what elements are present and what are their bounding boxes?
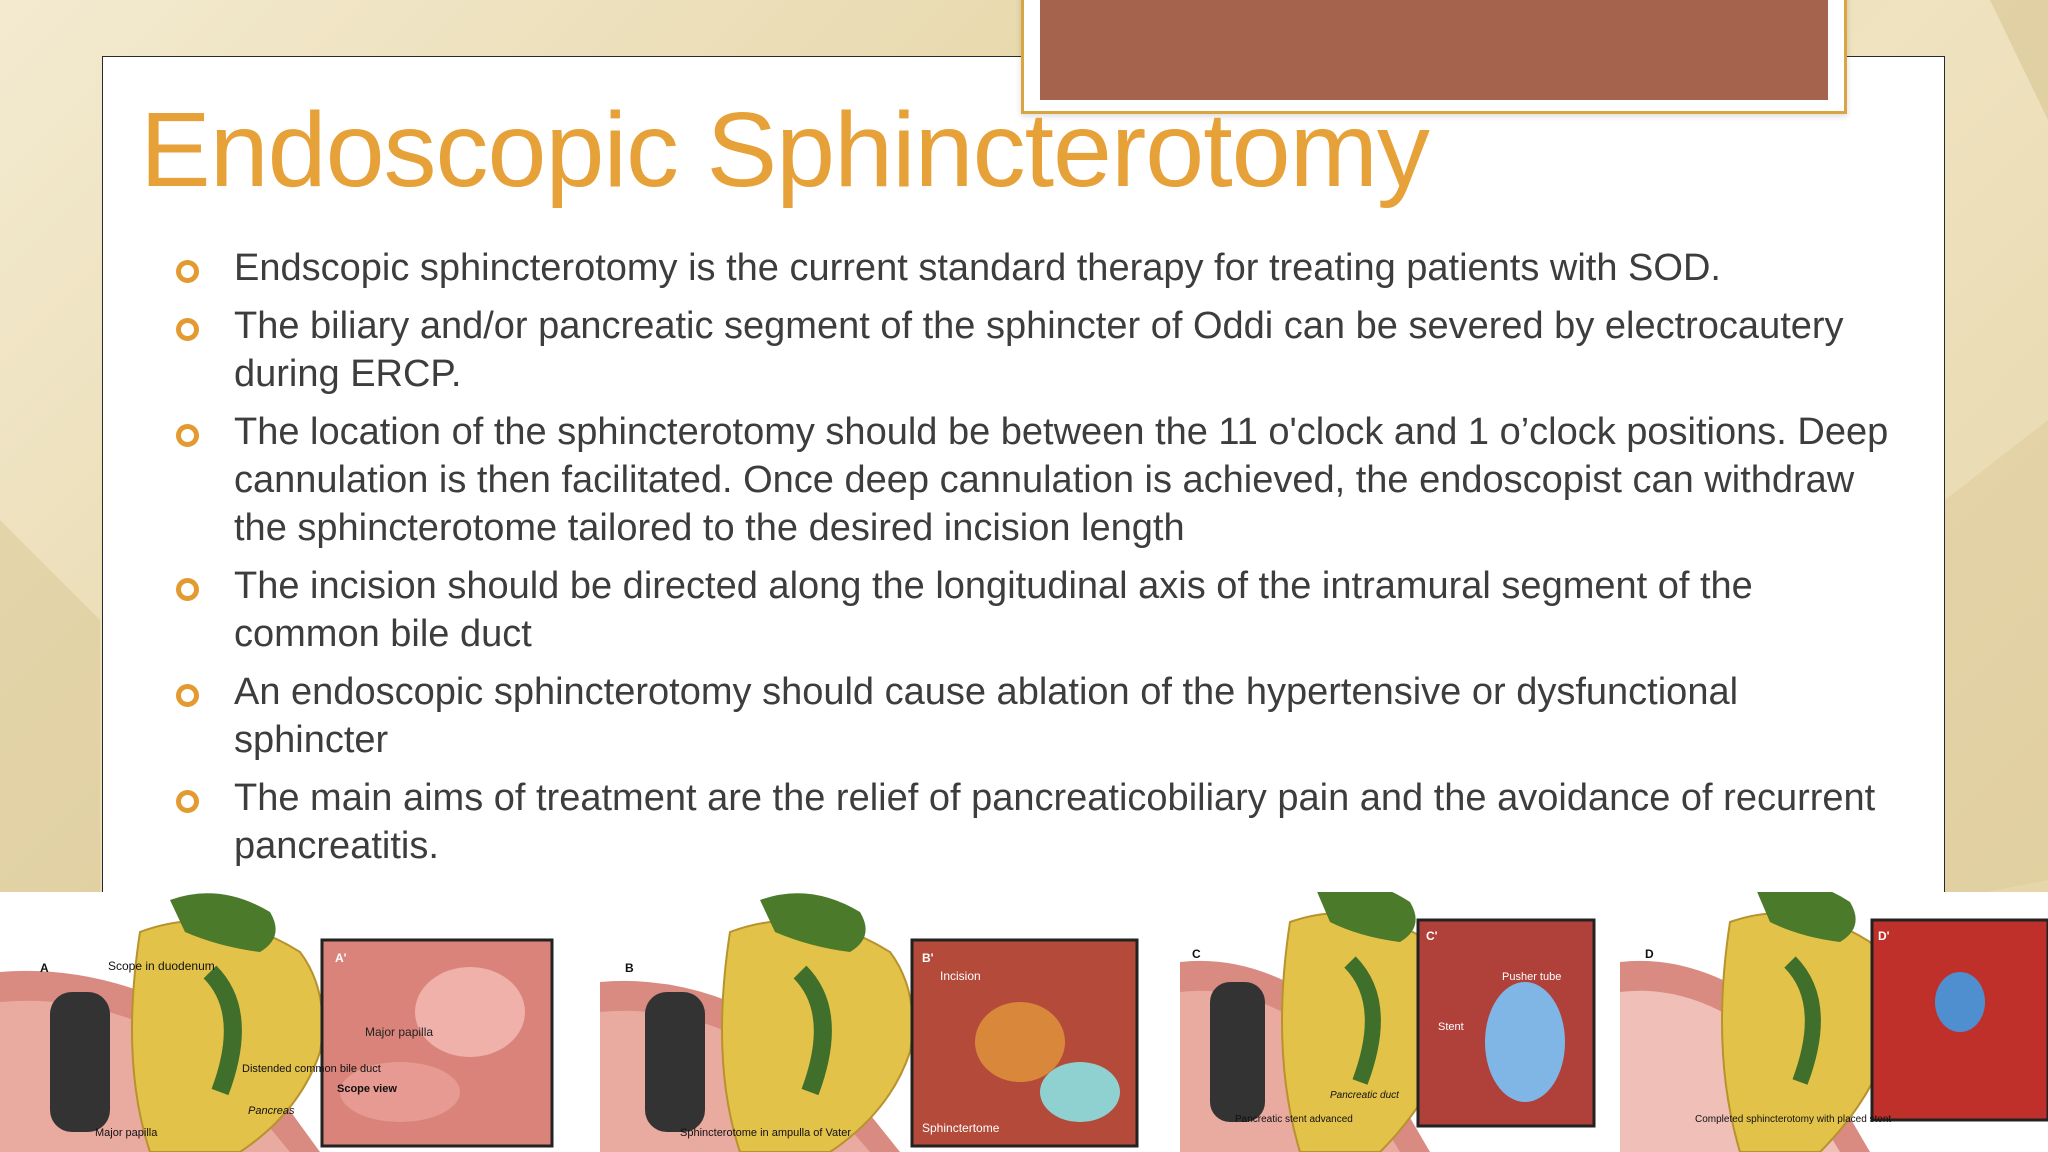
figure-a-label-5: Major papilla bbox=[95, 1127, 158, 1139]
bullet-marker-icon bbox=[176, 684, 199, 707]
figure-c-label-4: Pancreatic stent advanced bbox=[1235, 1114, 1353, 1125]
bullet-text-line: during ERCP. bbox=[234, 353, 462, 395]
figure-b-label-1: Incision bbox=[940, 969, 981, 983]
bullet-text-line: common bile duct bbox=[234, 613, 532, 655]
figure-b-label-3: Sphincterotome in ampulla of Vater bbox=[680, 1127, 851, 1139]
figure-panel-a bbox=[0, 892, 560, 1152]
figure-panel-d bbox=[1620, 892, 2048, 1152]
figure-d-letter: D bbox=[1645, 947, 1654, 961]
figure-panel-b bbox=[600, 892, 1145, 1152]
figure-d-inset-letter: D' bbox=[1878, 929, 1890, 943]
figure-d-label-1: Completed sphincterotomy with placed stent bbox=[1695, 1114, 1892, 1125]
slide-title: Endoscopic Sphincterotomy bbox=[140, 91, 1429, 209]
bullet-marker-icon bbox=[176, 260, 199, 283]
figure-a-label-4: Pancreas bbox=[248, 1105, 295, 1117]
bullet-text-line: The main aims of treatment are the relief of pancreaticobiliary pain and the avoidance of recurrent bbox=[234, 777, 1876, 819]
figure-a-label-1: Scope in duodenum bbox=[108, 959, 215, 973]
figure-b-label-2: Sphinctertome bbox=[922, 1121, 1000, 1135]
figure-a-letter: A bbox=[40, 961, 49, 975]
figure-c-label-2: Stent bbox=[1438, 1021, 1464, 1033]
bullet-text-line: The location of the sphincterotomy should be between the 11 o'clock and 1 o’clock positions. Deep bbox=[234, 411, 1889, 453]
bullet-text-line: the sphincterotome tailored to the desired incision length bbox=[234, 507, 1185, 549]
bullet-marker-icon bbox=[176, 578, 199, 601]
bullet-text-line: Endscopic sphincterotomy is the current standard therapy for treating patients with SOD. bbox=[234, 247, 1721, 289]
figure-a-label-2: Major papilla bbox=[365, 1025, 434, 1039]
figure-panel-c bbox=[1180, 892, 1610, 1152]
figure-b-letter: B bbox=[625, 961, 634, 975]
decorative-accent-bar bbox=[1040, 0, 1828, 100]
figure-c-label-1: Pusher tube bbox=[1502, 971, 1562, 983]
bullet-marker-icon bbox=[176, 790, 199, 813]
bullet-text-line: pancreatitis. bbox=[234, 825, 439, 867]
figure-c-label-3: Pancreatic duct bbox=[1330, 1090, 1399, 1101]
figure-c-letter: C bbox=[1192, 947, 1201, 961]
figure-a-label-6: Scope view bbox=[337, 1083, 397, 1095]
bullet-text-line: sphincter bbox=[234, 719, 389, 761]
bullet-text-line: The incision should be directed along the longitudinal axis of the intramural segment of the bbox=[234, 565, 1753, 607]
figure-c-inset-letter: C' bbox=[1426, 929, 1438, 943]
figure-strip bbox=[0, 892, 2048, 1152]
bullet-text-line: An endoscopic sphincterotomy should cause ablation of the hypertensive or dysfunctional bbox=[234, 671, 1739, 713]
bullet-text-line: The biliary and/or pancreatic segment of the sphincter of Oddi can be severed by electrocautery bbox=[234, 305, 1844, 347]
bullet-marker-icon bbox=[176, 318, 199, 341]
figure-a-inset-letter: A' bbox=[335, 951, 347, 965]
bullet-text-line: cannulation is then facilitated. Once deep cannulation is achieved, the endoscopist can withdraw bbox=[234, 459, 1855, 501]
figure-a-label-3: Distended common bile duct bbox=[242, 1063, 381, 1075]
figure-b-inset-letter: B' bbox=[922, 951, 934, 965]
bullet-marker-icon bbox=[176, 424, 199, 447]
